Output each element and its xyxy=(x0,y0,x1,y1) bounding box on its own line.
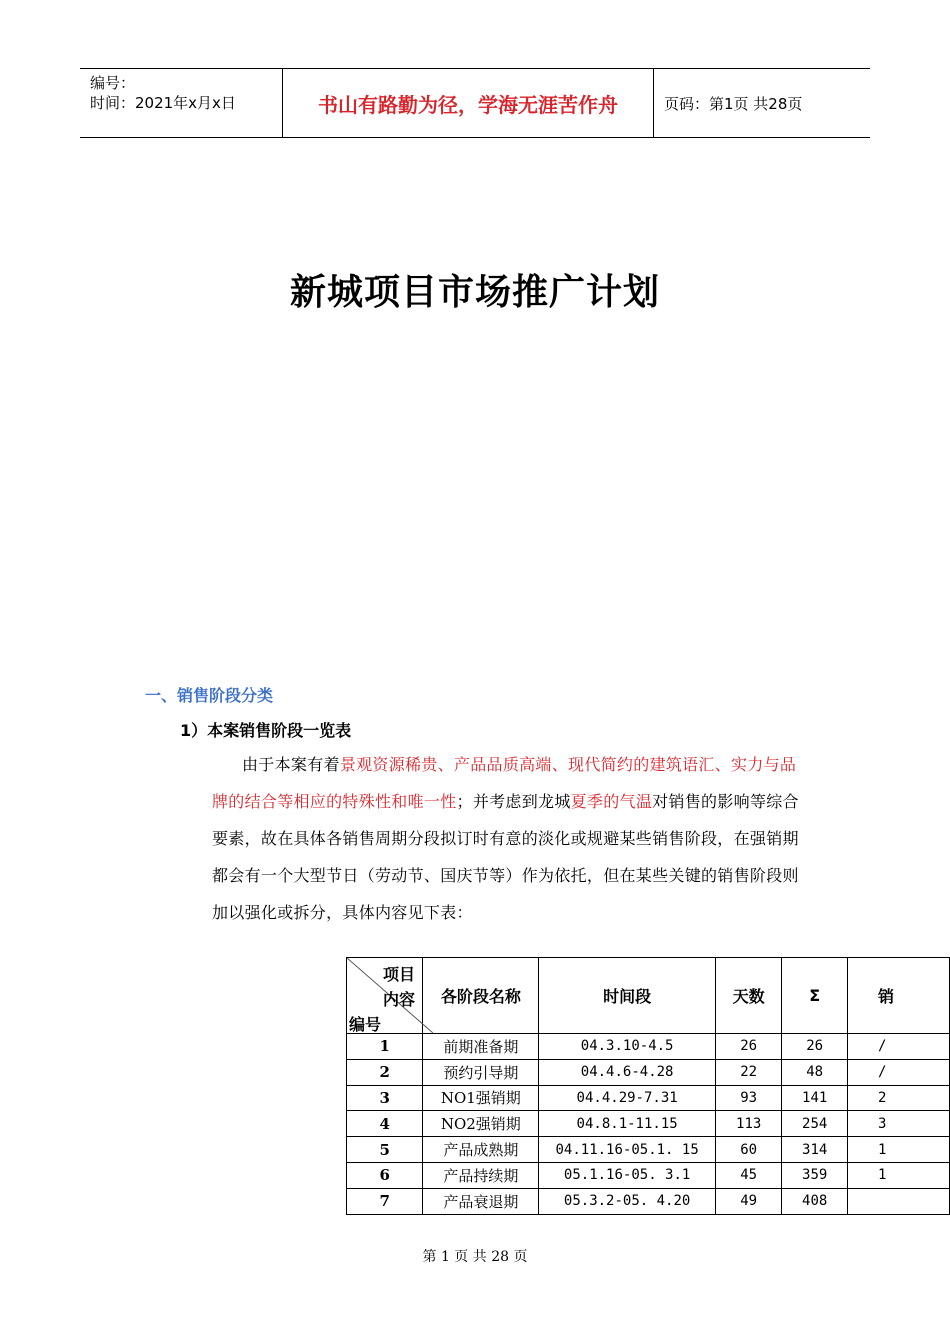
header-motto: 书山有路勤为径，学海无涯苦作舟 xyxy=(282,69,654,137)
page-footer: 第 1 页 共 28 页 xyxy=(422,1249,528,1265)
header-sales: 销 xyxy=(847,958,949,1034)
cell-period: 04.8.1-11.15 xyxy=(539,1111,716,1137)
table-row xyxy=(347,1137,950,1163)
paragraph-highlight-1: 景观资源稀贵、产品品质高端、现代简约的建筑语汇、实力与品牌的结合等相应的特殊性和唯一性 xyxy=(212,755,797,811)
cell-period: 05.3.2-05. 4.20 xyxy=(539,1188,716,1214)
section-heading: 一、销售阶段分类 xyxy=(145,686,274,705)
header-stage-name: 各阶段名称 xyxy=(423,958,539,1034)
cell-period: 04.4.6-4.28 xyxy=(539,1059,716,1085)
page-header xyxy=(80,68,870,138)
cell-days: 113 xyxy=(715,1111,781,1137)
cell-name: 前期准备期 xyxy=(423,1034,539,1060)
cell-sum: 141 xyxy=(782,1085,848,1111)
cell-extra xyxy=(847,1188,949,1214)
header-days: 天数 xyxy=(715,958,781,1034)
cell-sum: 359 xyxy=(782,1162,848,1188)
sub-heading: 1）本案销售阶段一览表 xyxy=(180,721,352,740)
document-title: 新城项目市场推广计划 xyxy=(289,272,660,313)
cell-name: 预约引导期 xyxy=(423,1059,539,1085)
cell-days: 60 xyxy=(715,1137,781,1163)
cell-extra: / xyxy=(847,1059,949,1085)
table-row xyxy=(347,1059,950,1085)
cell-name: 产品持续期 xyxy=(423,1162,539,1188)
corner-item-label: 项目 xyxy=(383,965,416,984)
cell-no: 2 xyxy=(347,1059,423,1085)
table-row xyxy=(347,1085,950,1111)
table-header-row xyxy=(347,958,950,1034)
cell-sum: 314 xyxy=(782,1137,848,1163)
header-period: 时间段 xyxy=(539,958,716,1034)
table-row xyxy=(347,1188,950,1214)
table-corner-cell xyxy=(347,958,423,1034)
cell-no: 3 xyxy=(347,1085,423,1111)
cell-no: 5 xyxy=(347,1137,423,1163)
cell-extra: 1 xyxy=(847,1137,949,1163)
cell-period: 04.4.29-7.31 xyxy=(539,1085,716,1111)
cell-no: 1 xyxy=(347,1034,423,1060)
cell-name: 产品衰退期 xyxy=(423,1188,539,1214)
corner-content-label: 内容 xyxy=(383,990,416,1009)
cell-period: 05.1.16-05. 3.1 xyxy=(539,1162,716,1188)
header-number-label: 编号： xyxy=(90,74,136,92)
cell-days: 45 xyxy=(715,1162,781,1188)
cell-sum: 48 xyxy=(782,1059,848,1085)
cell-extra: / xyxy=(847,1034,949,1060)
table-row xyxy=(347,1162,950,1188)
cell-sum: 408 xyxy=(782,1188,848,1214)
header-meta xyxy=(80,69,282,137)
table-row xyxy=(347,1111,950,1137)
table-row xyxy=(347,1034,950,1060)
header-sum: Σ xyxy=(782,958,848,1034)
cell-days: 93 xyxy=(715,1085,781,1111)
cell-name: NO2强销期 xyxy=(423,1111,539,1137)
cell-sum: 254 xyxy=(782,1111,848,1137)
cell-sum: 26 xyxy=(782,1034,848,1060)
header-time-label: 时间：2021年x月x日 xyxy=(90,94,236,112)
cell-extra: 3 xyxy=(847,1111,949,1137)
cell-extra: 1 xyxy=(847,1162,949,1188)
cell-no: 7 xyxy=(347,1188,423,1214)
paragraph-text-3: 对销售的影响等综合要素，故在具体各销售周期分段拟订时有意的淡化或规避某些销售阶段，在强销期都会有一个大型节日（劳动节、国庆节等）作为依托，但在某些关键的销售阶段则加以强化或拆分，具体内容见下表： xyxy=(212,792,799,922)
cell-period: 04.3.10-4.5 xyxy=(539,1034,716,1060)
body-paragraph xyxy=(212,746,808,931)
header-page-info: 页码：第1页 共28页 xyxy=(664,94,803,113)
cell-days: 49 xyxy=(715,1188,781,1214)
cell-name: NO1强销期 xyxy=(423,1085,539,1111)
sales-stage-table xyxy=(346,957,950,1215)
paragraph-highlight-2: 夏季的气温 xyxy=(570,792,653,811)
corner-number-label: 编号 xyxy=(349,1015,382,1034)
cell-no: 4 xyxy=(347,1111,423,1137)
paragraph-text-2: ；并考虑到龙城 xyxy=(456,792,571,811)
cell-no: 6 xyxy=(347,1162,423,1188)
cell-extra: 2 xyxy=(847,1085,949,1111)
paragraph-text-1: 由于本案有着 xyxy=(242,755,340,774)
cell-period: 04.11.16-05.1. 15 xyxy=(539,1137,716,1163)
cell-days: 26 xyxy=(715,1034,781,1060)
cell-days: 22 xyxy=(715,1059,781,1085)
cell-name: 产品成熟期 xyxy=(423,1137,539,1163)
